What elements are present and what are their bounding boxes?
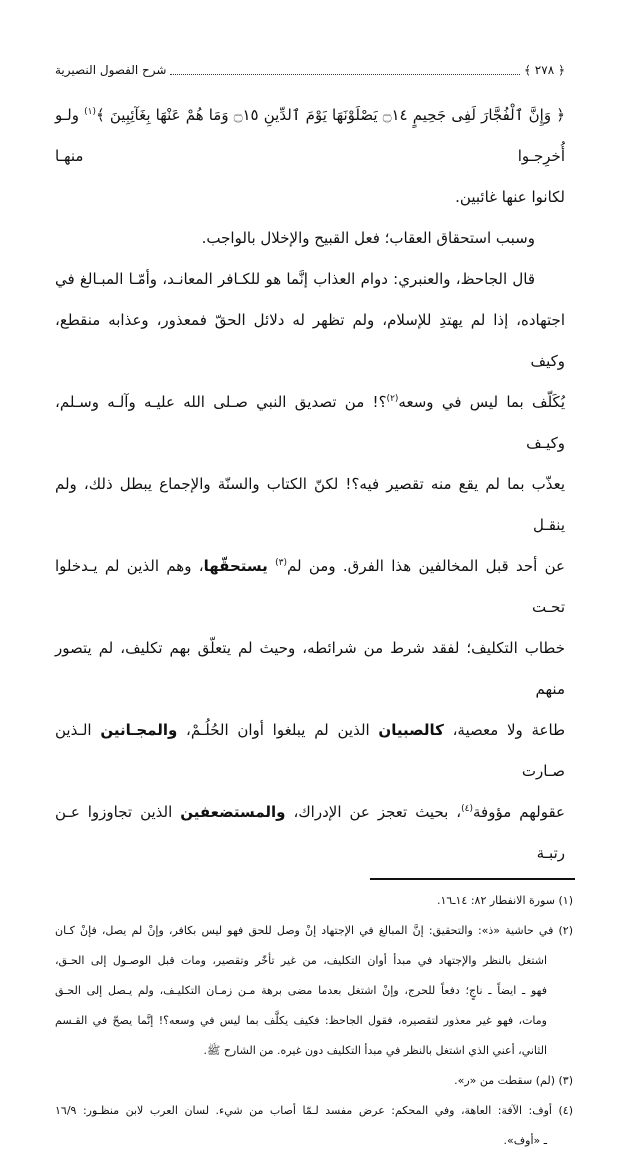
footnote-separator bbox=[370, 878, 575, 880]
body-line-2: لكانوا عنها غائبين. bbox=[455, 188, 565, 206]
header-dotted-leader bbox=[170, 66, 519, 75]
footnote-ref: (٤) bbox=[461, 804, 474, 814]
footnote-ref: (١) bbox=[84, 107, 96, 117]
footnote-2-line-1: (٢) في حاشية «ذ»: والتحقيق: إنَّ المبالغ في الإجتهاد إنْ وصل للحق فهو ليس بكافر، وإنْ لم يصل، فإنْ كـان bbox=[55, 924, 573, 937]
body-line-9: خطاب التكليف؛ لفقد شرط من شرائطه، وحيث لم يتعلّق بهم تكليف، لم يتصور منهم bbox=[55, 639, 565, 698]
footnote-4-line-2: ـ «أوف». bbox=[503, 1134, 547, 1147]
body-line-11 bbox=[55, 792, 565, 874]
text: عقولهم مؤوفة bbox=[473, 803, 565, 821]
text: يُكَلّف بما ليس في وسعه bbox=[398, 393, 565, 411]
page-number: ﴿ ٢٧٨ ﴾ bbox=[523, 63, 565, 77]
text: الـذين صـارت bbox=[55, 721, 565, 780]
footnote-1: (١) سورة الانفطار ٨٢: ١٤ـ١٦. bbox=[436, 894, 573, 907]
bold-term: والمستضعفين bbox=[180, 803, 286, 821]
footnote-2-line-4: ومات، فهو غير معذور لتقصيره، فقول الجاحظ: فكيف يكلَّف بما ليس في وسعه؟! إنَّما يصحّ في القـسم bbox=[55, 1014, 547, 1027]
footnote-ref: (٢) bbox=[386, 394, 399, 404]
body-line-10 bbox=[55, 710, 565, 792]
text: طاعة ولا معصية، bbox=[443, 721, 566, 739]
body-line-1 bbox=[55, 95, 565, 177]
body-line-5: اجتهاده، إذا لم يهتدِ للإسلام، ولم تظهر له دلائل الحقّ فمعذور، وعذابه منقطع، وكيف bbox=[55, 311, 565, 370]
footnote-ref: (٣) bbox=[275, 558, 288, 568]
bold-term: كالصبيان bbox=[378, 721, 444, 739]
text: الذين لم يبلغوا أوان الحُلُـمْ، bbox=[177, 721, 379, 739]
bold-term: والمجـانين bbox=[100, 721, 178, 739]
footnote-3: (٣) (لم) سقطت من «ر». bbox=[454, 1074, 573, 1087]
bold-term: يستحقّها bbox=[203, 557, 268, 575]
footnote-2-line-5: الثاني، أعني الذي اشتغل بالنظر في مبدأ التكليف دون غيره. من الشارح ﷺ. bbox=[203, 1044, 547, 1057]
body-line-6 bbox=[55, 382, 565, 464]
book-title: شرح الفصول النصيرية bbox=[55, 63, 167, 77]
footnotes bbox=[55, 886, 573, 1156]
quran-verse: ﴿ وَإِنَّ ٱلْفُجَّارَ لَفِى جَحِيمٍ ۝١٤ يَصْلَوْنَهَا يَوْمَ ٱلدِّينِ ۝١٥ وَمَا هُمْ عَنْهَا بِغَآئِبِينَ ﴾ bbox=[95, 106, 565, 124]
body-line-8 bbox=[55, 546, 565, 628]
text: الذين تجاوزوا عـن رتبـة bbox=[55, 803, 565, 862]
body-line-4: قال الجاحظ، والعنبري: دوام العذاب إنَّما هو للكـافر المعانـد، وأمّـا المبـالغ في bbox=[55, 270, 535, 288]
running-header bbox=[55, 60, 565, 80]
body-line-7: يعذّب بما لم يقع منه تقصير فيه؟! لكنّ الكتاب والسنّة والإجماع يبطل ذلك، ولم ينقـل bbox=[55, 475, 565, 534]
footnote-2-line-2: اشتغل بالنظر والإجتهاد في مبدأ أوان التكليف، من غير تأخّر وتقصير، ومات قبل الوصـول إلى الحـق، bbox=[55, 954, 547, 967]
text: ، بحيث تعجز عن الإدراك، bbox=[285, 803, 462, 821]
body-line-3: وسبب استحقاق العقاب؛ فعل القبيح والإخلال بالواجب. bbox=[201, 229, 535, 247]
main-text bbox=[55, 95, 573, 1156]
text: ، وهم الذين لم يـدخلوا تحـت bbox=[55, 557, 565, 616]
text: ؟! من تصديق النبي صـلى الله عليـه وآلـه وسـلم، وكيـف bbox=[55, 393, 565, 452]
text: عن أحد قبل المخالفين هذا الفرق. ومن لم bbox=[287, 557, 565, 575]
text: ولـو أُخرِجـوا منهـا bbox=[55, 106, 565, 165]
footnote-2-line-3: فهو ـ ايضاً ـ ناجٍ؛ دفعاً للحرج، وإنْ اشتغل بعدما مضى برهة مـن زمـان التكليـف، ولم يـصل إلى الحـق bbox=[55, 984, 547, 997]
footnote-4-line-1: (٤) أوف: الآفة: العاهة، وفي المحكم: عرض مفسد لـمّا أصاب من شيء. لسان العرب لابن منظـور: ١٦/٩ bbox=[55, 1104, 573, 1117]
